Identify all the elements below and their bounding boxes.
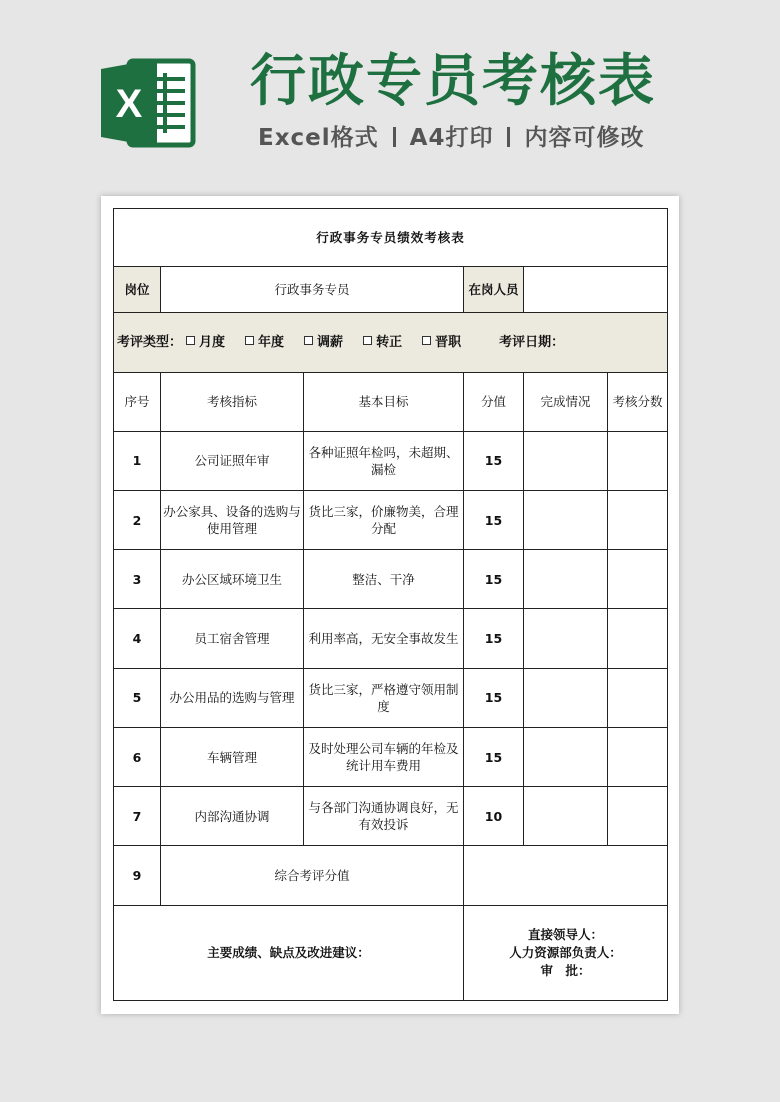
- header-score: 分值: [464, 372, 524, 431]
- row-assessment[interactable]: [608, 787, 668, 846]
- direct-leader-label: 直接领导人：: [528, 926, 604, 942]
- format-tag: Excel格式: [258, 125, 379, 151]
- table-row: [114, 550, 668, 609]
- row-indicator: 员工宿舍管理: [161, 609, 304, 668]
- row-completion[interactable]: [524, 727, 608, 786]
- checkbox-icon[interactable]: [422, 336, 431, 345]
- row-indicator: 内部沟通协调: [161, 787, 304, 846]
- table-row: [114, 787, 668, 846]
- separator: [393, 127, 396, 147]
- row-no: 6: [114, 727, 161, 786]
- incumbent-label: 在岗人员: [464, 267, 524, 313]
- row-indicator: 办公用品的选购与管理: [161, 668, 304, 727]
- table-row: [114, 727, 668, 786]
- header-goal: 基本目标: [304, 372, 464, 431]
- row-score: 10: [464, 787, 524, 846]
- total-value[interactable]: [464, 846, 668, 905]
- total-label: 综合考评分值: [161, 846, 464, 905]
- incumbent-value[interactable]: [524, 267, 668, 313]
- row-no: 3: [114, 550, 161, 609]
- row-completion[interactable]: [524, 668, 608, 727]
- row-goal: 货比三家，价廉物美，合理分配: [304, 491, 464, 550]
- table-row: [114, 431, 668, 490]
- separator: [507, 127, 510, 147]
- header-assessment: 考核分数: [608, 372, 668, 431]
- header-no: 序号: [114, 372, 161, 431]
- header-banner: [0, 0, 780, 195]
- row-completion[interactable]: [524, 550, 608, 609]
- editable-tag: 内容可修改: [524, 125, 645, 151]
- row-goal: 与各部门沟通协调良好，无有效投诉: [304, 787, 464, 846]
- row-assessment[interactable]: [608, 550, 668, 609]
- row-score: 15: [464, 609, 524, 668]
- table-row: [114, 609, 668, 668]
- total-no: 9: [114, 846, 161, 905]
- row-no: 2: [114, 491, 161, 550]
- approval-label: 审 批：: [540, 962, 591, 978]
- table-row: [114, 668, 668, 727]
- header-indicator: 考核指标: [161, 372, 304, 431]
- row-assessment[interactable]: [608, 609, 668, 668]
- sheet-title: 行政事务专员绩效考核表: [114, 209, 668, 267]
- row-indicator: 办公区域环境卫生: [161, 550, 304, 609]
- notes-field[interactable]: [114, 905, 464, 1000]
- row-score: 15: [464, 431, 524, 490]
- row-goal: 利用率高，无安全事故发生: [304, 609, 464, 668]
- checkbox-icon[interactable]: [245, 336, 254, 345]
- row-assessment[interactable]: [608, 727, 668, 786]
- svg-text:X: X: [115, 82, 143, 126]
- row-goal: 各种证照年检吗，未超期、漏检: [304, 431, 464, 490]
- row-completion[interactable]: [524, 491, 608, 550]
- position-label: 岗位: [114, 267, 161, 313]
- eval-type-label: 考评类型：: [117, 335, 183, 350]
- row-indicator: 车辆管理: [161, 727, 304, 786]
- row-no: 1: [114, 431, 161, 490]
- row-completion[interactable]: [524, 787, 608, 846]
- row-goal: 货比三家，严格遵守领用制度: [304, 668, 464, 727]
- appraisal-table: [113, 208, 668, 1001]
- banner-title: 行政专员考核表: [250, 49, 656, 114]
- row-assessment[interactable]: [608, 491, 668, 550]
- row-indicator: 公司证照年审: [161, 431, 304, 490]
- banner-subtitle: [258, 122, 644, 154]
- notes-row: [114, 905, 668, 1000]
- row-no: 7: [114, 787, 161, 846]
- position-value[interactable]: 行政事务专员: [161, 267, 464, 313]
- notes-label: 主要成绩、缺点及改进建议：: [207, 945, 370, 961]
- row-goal: 整洁、干净: [304, 550, 464, 609]
- checkbox-icon[interactable]: [304, 336, 313, 345]
- row-score: 15: [464, 491, 524, 550]
- table-row: [114, 491, 668, 550]
- row-no: 4: [114, 609, 161, 668]
- excel-x-icon: [101, 55, 197, 151]
- row-completion[interactable]: [524, 609, 608, 668]
- eval-type-regular[interactable]: 转正: [359, 334, 402, 351]
- row-assessment[interactable]: [608, 668, 668, 727]
- print-tag: A4打印: [409, 125, 494, 151]
- eval-type-row: [114, 313, 668, 372]
- row-no: 5: [114, 668, 161, 727]
- row-goal: 及时处理公司车辆的年检及统计用车费用: [304, 727, 464, 786]
- eval-date-label: 考评日期：: [499, 335, 565, 350]
- row-score: 15: [464, 668, 524, 727]
- eval-type-annual[interactable]: 年度: [241, 334, 284, 351]
- signature-block[interactable]: [464, 905, 668, 1000]
- header-completion: 完成情况: [524, 372, 608, 431]
- checkbox-icon[interactable]: [363, 336, 372, 345]
- row-score: 15: [464, 550, 524, 609]
- row-score: 15: [464, 727, 524, 786]
- eval-type-promotion[interactable]: 晋职: [418, 334, 461, 351]
- eval-type-monthly[interactable]: 月度: [182, 334, 225, 351]
- document-page: [101, 196, 679, 1014]
- checkbox-icon[interactable]: [186, 336, 195, 345]
- hr-head-label: 人力资源部负责人：: [509, 944, 622, 960]
- eval-type-salary[interactable]: 调薪: [300, 334, 343, 351]
- row-indicator: 办公家具、设备的选购与使用管理: [161, 491, 304, 550]
- row-assessment[interactable]: [608, 431, 668, 490]
- row-completion[interactable]: [524, 431, 608, 490]
- total-row: [114, 846, 668, 905]
